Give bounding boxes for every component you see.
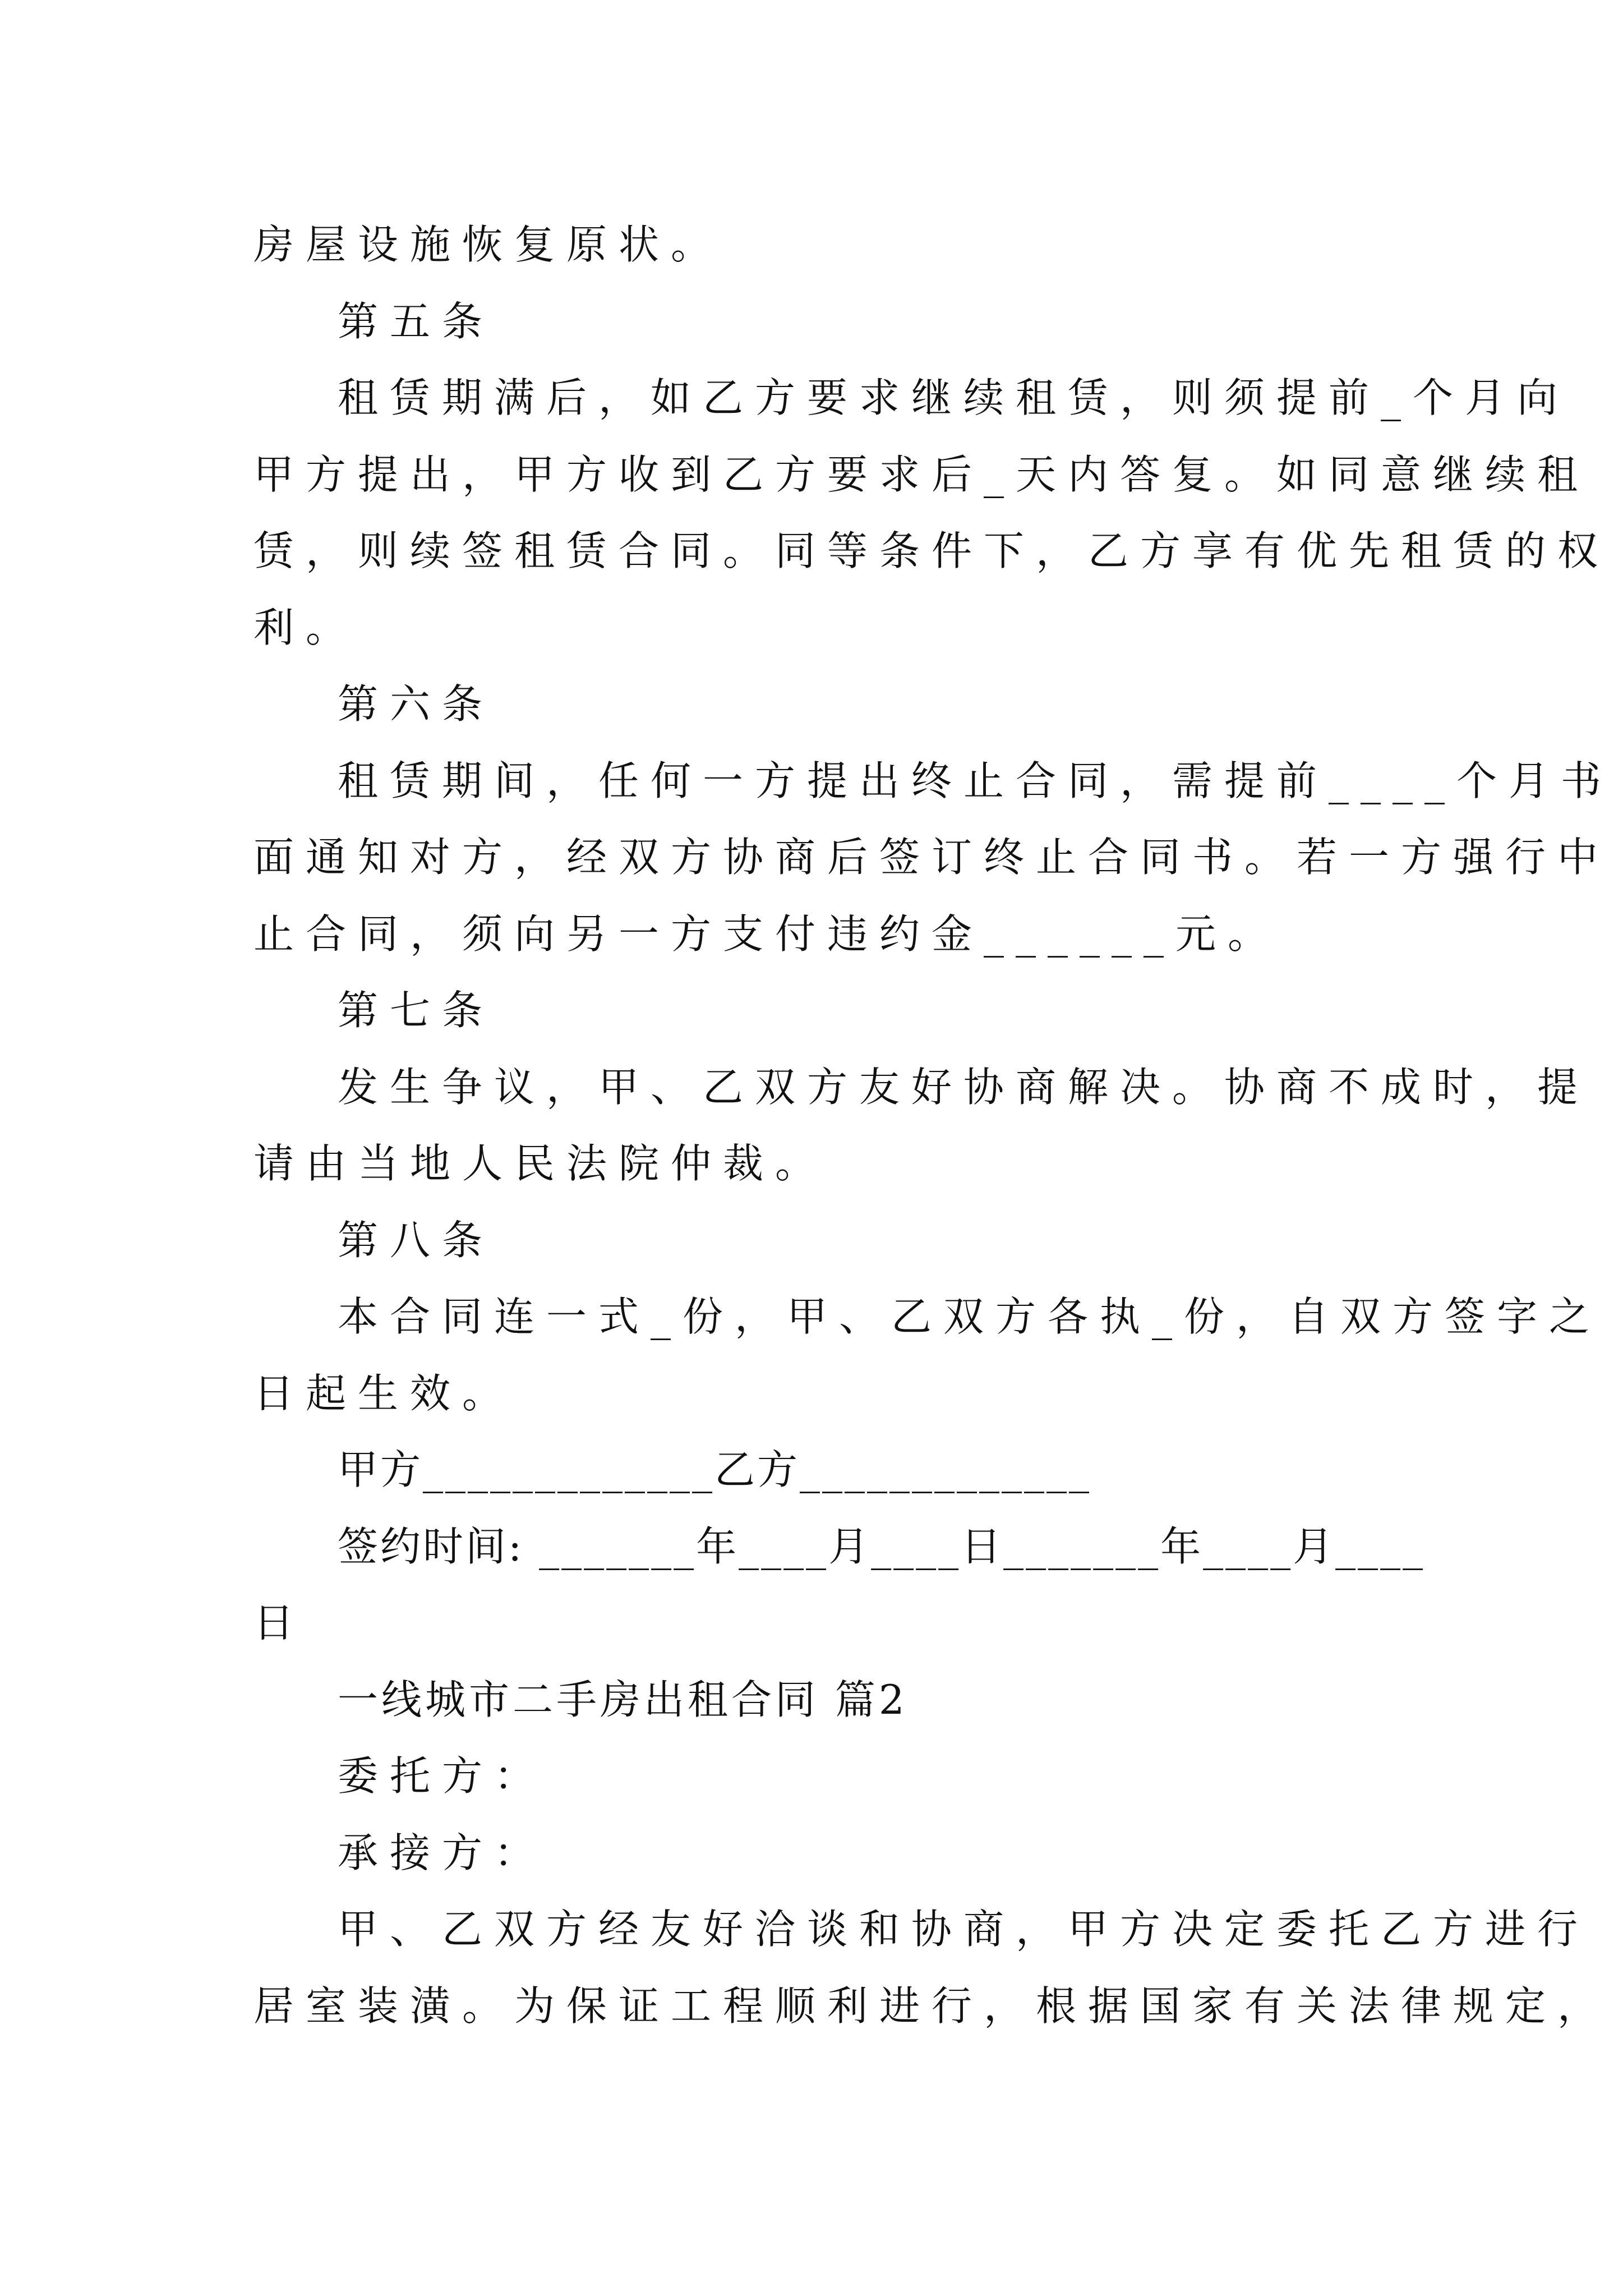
text-line: 居室装潢。为保证工程顺利进行，根据国家有关法律规定，	[253, 1982, 1610, 2030]
text-line: 面通知对方，经双方协商后签订终止合同书。若一方强行中	[253, 834, 1610, 881]
text-line: 甲、乙双方经友好洽谈和协商，甲方决定委托乙方进行	[338, 1906, 1590, 1953]
text-line: 止合同，须向另一方支付违约金______元。	[253, 910, 1280, 958]
signature-line-parties: 甲方_____________乙方_____________	[338, 1446, 1092, 1493]
text-line: 本合同连一式_份，甲、乙双方各执_份，自双方签字之	[338, 1293, 1602, 1340]
section-title: 一线城市二手房出租合同 篇2	[338, 1676, 908, 1723]
field-label-contractor: 承接方：	[338, 1829, 547, 1876]
text-line: 房屋设施恢复原状。	[253, 221, 723, 268]
text-line: 租赁期满后，如乙方要求继续租赁，则须提前_个月向	[338, 374, 1570, 421]
text-line: 发生争议，甲、乙双方友好协商解决。协商不成时，提	[338, 1064, 1590, 1111]
signature-date-line: 签约时间: _______年____月____日_______年____月____	[338, 1523, 1426, 1570]
field-label-client: 委托方：	[338, 1752, 547, 1800]
text-line: 日	[253, 1599, 306, 1646]
article-heading: 第七条	[338, 987, 495, 1034]
text-line: 甲方提出，甲方收到乙方要求后_天内答复。如同意继续租	[253, 451, 1590, 498]
text-line: 请由当地人民法院仲裁。	[253, 1140, 828, 1187]
text-line: 租赁期间，任何一方提出终止合同，需提前____个月书	[338, 757, 1613, 804]
text-line: 日起生效。	[253, 1370, 515, 1417]
article-heading: 第六条	[338, 680, 495, 728]
text-line: 利。	[253, 604, 358, 651]
article-heading: 第八条	[338, 1217, 495, 1264]
text-line: 赁，则续签租赁合同。同等条件下，乙方享有优先租赁的权	[253, 527, 1610, 574]
article-heading: 第五条	[338, 298, 495, 345]
